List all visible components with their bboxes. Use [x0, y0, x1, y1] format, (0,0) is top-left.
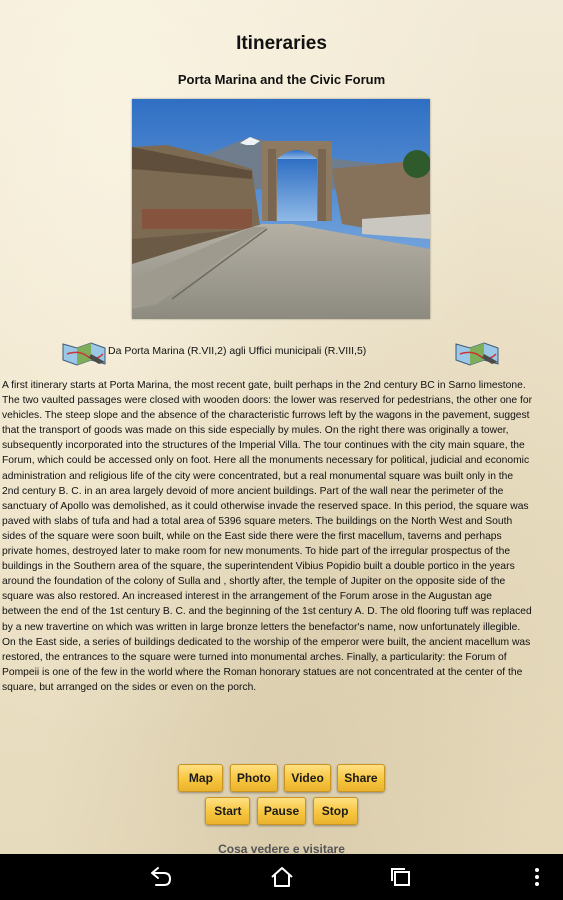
itinerary-description: A first itinerary starts at Porta Marina, the most recent gate, built perhaps in the 2nd century BC in Sarno limestone. The two vaulted passages were closed with wooden doors: the lower was reserved for pedestrians, the other one for vehicles. The steep slope and the absence of the characteristic furrows left by the wagons in the pavement, suggest that the transport of goods was made on this side especially by mules. On the right there was originally a tower, subsequently incorporated into the structures of the Imperial Villa. The tour continues with the city main square, the Forum, which could be accessed only on foot. Here all the monuments necessary for political, judicial and economic administration and religious life of the city were concentrated, but a real monumental square was built only in the 2nd century B. C. in an area largely devoid of more ancient buildings. Part of the wall near the perimeter of the sanctuary of Apollo was demolished, as it could otherwise invade the reserved space. In this period, the square was paved with slabs of tufa and had a total area of 5396 square meters. The buildings on the North West and South sides of the square were soon built, while on the East side there were the first macellum, taverns and perhaps private homes, destroyed later to make room for new monuments. To hide part of the irregular prospectus of the buildings in the Southern area of the square, the superintendent Vibius Popidio built a double portico in the years around the foundation of the colony of Sulla and , shortly after, the temple of Jupiter on the opposite side of the square was also restored. An increased interest in the arrangement of the Forum arose in the Augustan age between the end of the 1st century B. C. and the beginning of the 1st century A. D. The old flooring tuff was replaced by a new travertine on which was written in large bronze letters the benefactor's name, now unfortunately illegible. On the East side, a series of buildings dedicated to the worship of the emperor were built, the ancient macellum was restored, the entrances to the square were turned into monumental arches. Finally, a particularity: the Forum of Pompeii is one of the few in the world where the Roman honorary statues are not concentrated at the center of the square, but arranged on the sides or even on the porch. [2, 380, 533, 693]
start-button[interactable]: Start [205, 797, 250, 825]
overflow-menu-icon[interactable] [530, 865, 544, 889]
map-icon[interactable] [61, 340, 107, 366]
system-navigation-bar [0, 854, 563, 900]
section-heading-peek[interactable]: Cosa vedere e visitare [218, 842, 345, 854]
media-button-row [0, 764, 563, 792]
audio-button-row [0, 797, 563, 825]
map-icon[interactable] [454, 340, 500, 366]
home-icon[interactable] [269, 865, 295, 889]
route-label: Da Porta Marina (R.VII,2) agli Uffici municipali (R.VIII,5) [108, 345, 367, 357]
share-button[interactable]: Share [337, 764, 384, 792]
page-subtitle: Porta Marina and the Civic Forum [177, 72, 386, 87]
page-title: Itineraries [236, 33, 327, 54]
pause-button[interactable]: Pause [257, 797, 306, 825]
route-row [0, 340, 563, 366]
map-button[interactable]: Map [178, 764, 223, 792]
video-button[interactable]: Video [284, 764, 330, 792]
recent-apps-icon[interactable] [388, 865, 414, 889]
itinerary-photo [132, 99, 430, 319]
back-icon[interactable] [148, 865, 174, 889]
photo-button[interactable]: Photo [230, 764, 278, 792]
stop-button[interactable]: Stop [313, 797, 358, 825]
